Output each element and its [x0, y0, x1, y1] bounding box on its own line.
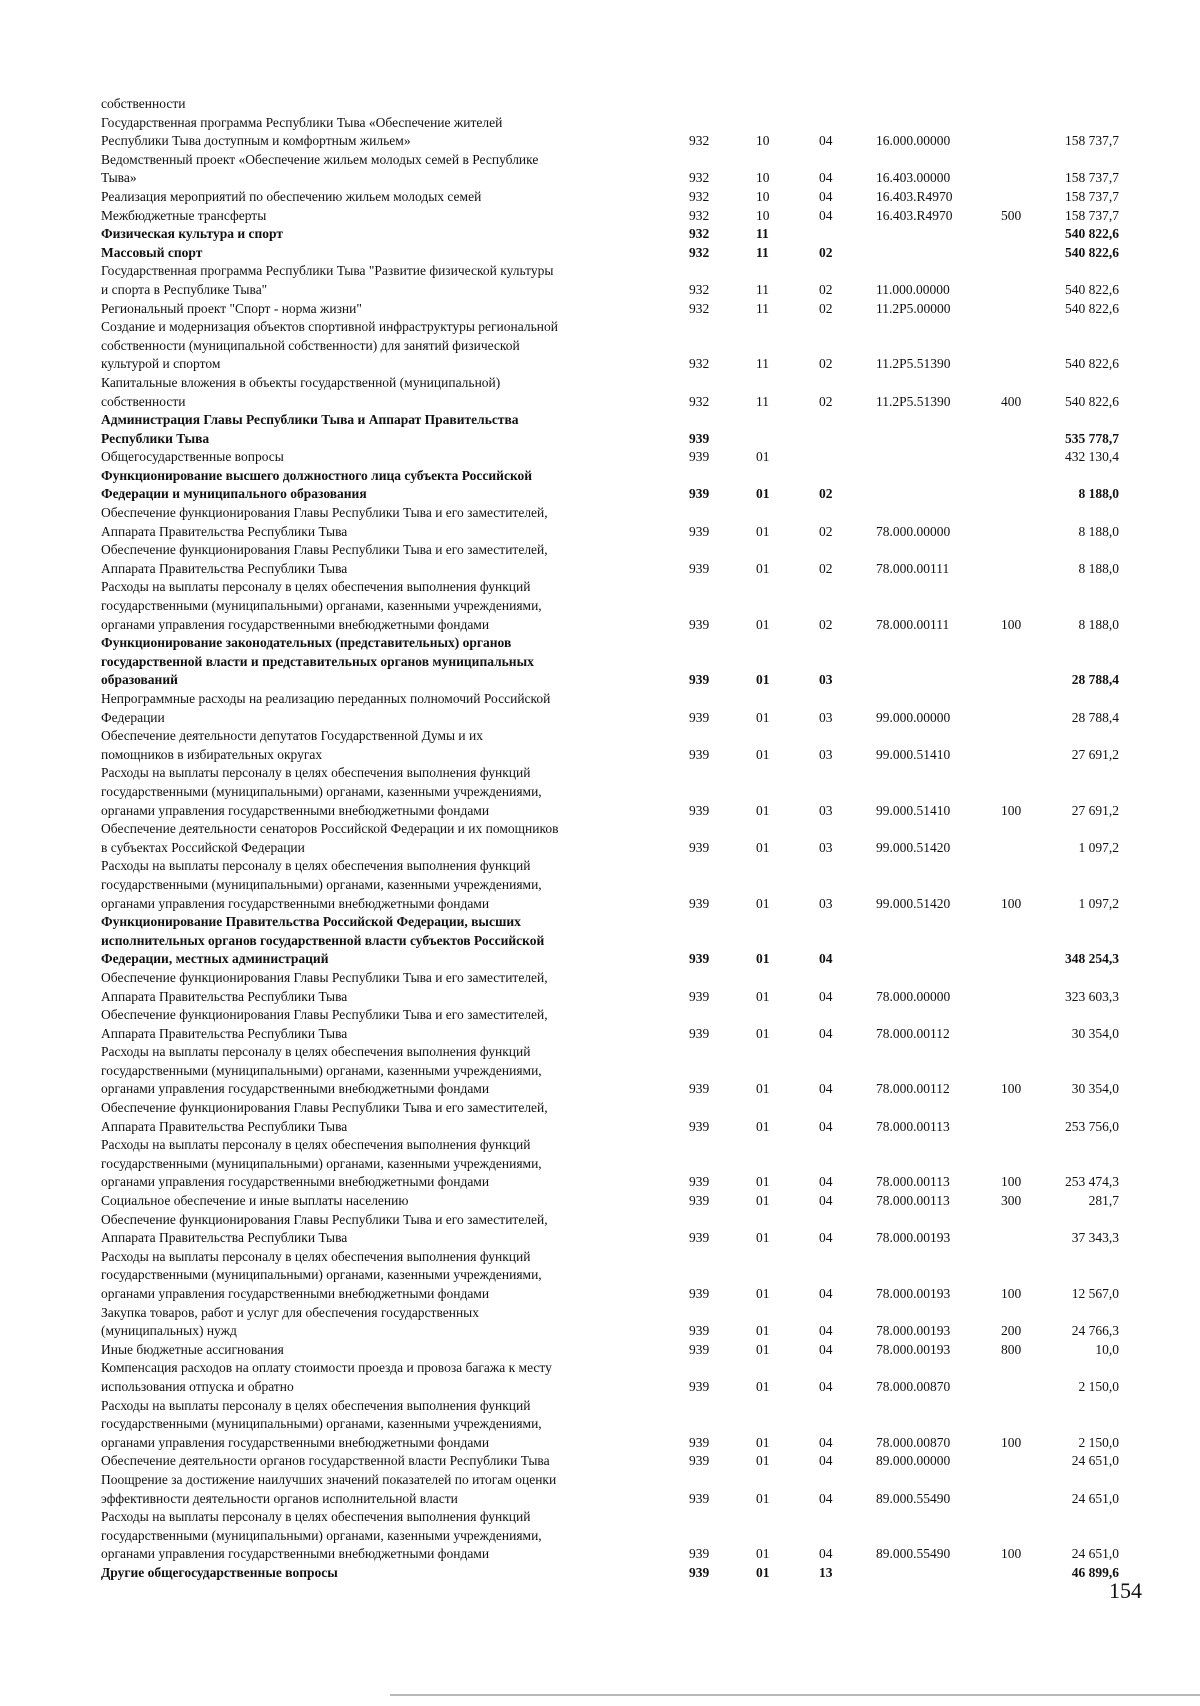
col-target-article-code: 89.000.55490: [876, 1546, 951, 1562]
table-row: [101, 1508, 1121, 1564]
col-target-article-code: 78.000.00112: [876, 1081, 950, 1097]
col-amount: 1 097,2: [1078, 839, 1119, 855]
col-section-code: 01: [756, 746, 770, 762]
col-target-article-code: 78.000.00870: [876, 1378, 951, 1394]
table-row: [101, 690, 1121, 727]
col-target-article-code: 16.403.R4970: [876, 188, 953, 204]
row-name: Расходы на выплаты персоналу в целях обеспечения выполнения функций государственными (муниципальными) органами, казенными учреждениями, органами управления государственными внебюджетными фондами: [101, 1137, 542, 1190]
row-name: Обеспечение функционирования Главы Республики Тыва и его заместителей, Аппарата Правительства Республики Тыва: [101, 505, 548, 539]
table-row: [101, 225, 1121, 244]
row-name: Расходы на выплаты персоналу в целях обеспечения выполнения функций государственными (муниципальными) органами, казенными учреждениями, органами управления государственными внебюджетными фондами: [101, 765, 542, 818]
col-amount: 46 899,6: [1071, 1564, 1119, 1580]
col-section-code: 01: [756, 1081, 770, 1097]
col-admin-code: 939: [689, 1323, 710, 1339]
table-row: [101, 1006, 1121, 1043]
budget-table: [101, 95, 1121, 1583]
col-section-code: 01: [756, 486, 770, 502]
col-expense-type-code: 100: [1001, 895, 1022, 911]
col-admin-code: 932: [689, 133, 710, 149]
col-subsection-code: 04: [819, 1341, 833, 1357]
col-section-code: 01: [756, 560, 770, 576]
col-subsection-code: 03: [819, 839, 833, 855]
col-target-article-code: 11.2Р5.51390: [876, 393, 951, 409]
col-subsection-code: 04: [819, 1193, 833, 1209]
col-amount: 37 343,3: [1071, 1230, 1119, 1246]
scan-artifact-line: [390, 1694, 1200, 1696]
col-subsection-code: 02: [819, 244, 833, 260]
col-section-code: 01: [756, 1378, 770, 1394]
col-target-article-code: 78.000.00193: [876, 1230, 951, 1246]
row-name: Обеспечение функционирования Главы Республики Тыва и его заместителей, Аппарата Правительства Республики Тыва: [101, 969, 548, 1004]
table-row: [101, 820, 1121, 857]
col-admin-code: 939: [689, 895, 710, 911]
col-admin-code: 939: [689, 1564, 710, 1580]
col-expense-type-code: 100: [1001, 1081, 1022, 1097]
col-section-code: 01: [756, 951, 770, 967]
col-subsection-code: 04: [819, 133, 833, 149]
row-name: Региональный проект "Спорт - норма жизни": [101, 300, 362, 316]
row-name: Обеспечение деятельности органов государственной власти Республики Тыва: [101, 1453, 550, 1469]
col-amount: 158 737,7: [1065, 207, 1119, 223]
col-expense-type-code: 400: [1001, 393, 1022, 409]
col-admin-code: 932: [689, 170, 710, 186]
col-section-code: 01: [756, 1230, 770, 1246]
table-row: [101, 1452, 1121, 1471]
col-target-article-code: 99.000.51420: [876, 895, 951, 911]
col-amount: 540 822,6: [1065, 300, 1119, 316]
col-subsection-code: 04: [819, 207, 833, 223]
col-section-code: 01: [756, 616, 770, 632]
col-admin-code: 939: [689, 1546, 710, 1562]
row-name: Расходы на выплаты персоналу в целях обеспечения выполнения функций государственными (муниципальными) органами, казенными учреждениями, органами управления государственными внебюджетными фондами: [101, 1397, 542, 1450]
col-subsection-code: 02: [819, 616, 833, 632]
col-amount: 24 651,0: [1071, 1453, 1119, 1469]
col-target-article-code: 78.000.00193: [876, 1286, 951, 1301]
col-subsection-code: 13: [819, 1564, 833, 1580]
table-row: [101, 262, 1121, 299]
col-admin-code: 939: [689, 709, 710, 725]
col-subsection-code: 04: [819, 170, 833, 186]
row-name: Закупка товаров, работ и услуг для обеспечения государственных (муниципальных) нужд: [101, 1304, 480, 1339]
col-target-article-code: 78.000.00111: [876, 616, 950, 632]
col-amount: 2 150,0: [1078, 1378, 1119, 1394]
col-expense-type-code: 500: [1001, 207, 1022, 223]
col-admin-code: 939: [689, 1434, 710, 1450]
col-admin-code: 932: [689, 244, 710, 260]
col-admin-code: 932: [689, 188, 710, 204]
col-subsection-code: 03: [819, 895, 833, 911]
col-section-code: 01: [756, 1118, 770, 1134]
table-row: [101, 857, 1121, 913]
col-section-code: 01: [756, 895, 770, 911]
col-subsection-code: 04: [819, 1230, 833, 1246]
col-expense-type-code: 300: [1001, 1193, 1022, 1209]
table-row: [101, 151, 1121, 188]
row-name: Функционирование высшего должностного лица субъекта Российской Федерации и муниципального образования: [101, 467, 533, 502]
col-section-code: 10: [756, 133, 770, 149]
row-name: Капитальные вложения в объекты государственной (муниципальной) собственности: [101, 374, 501, 409]
row-name: Обеспечение функционирования Главы Республики Тыва и его заместителей, Аппарата Правительства Республики Тыва: [101, 1211, 548, 1246]
col-subsection-code: 03: [819, 672, 833, 688]
col-subsection-code: 04: [819, 1081, 833, 1097]
table-row: [101, 411, 1121, 448]
col-amount: 28 788,4: [1071, 672, 1119, 688]
table-row: [101, 1192, 1121, 1211]
table-row: [101, 114, 1121, 151]
col-amount: 8 188,0: [1078, 560, 1119, 576]
table-row: [101, 318, 1121, 374]
col-section-code: 01: [756, 672, 770, 688]
col-subsection-code: 04: [819, 988, 833, 1004]
col-admin-code: 939: [689, 839, 710, 855]
col-amount: 540 822,6: [1065, 281, 1119, 297]
col-subsection-code: 04: [819, 1174, 833, 1190]
table-row: [101, 727, 1121, 764]
row-name: Обеспечение функционирования Главы Республики Тыва и его заместителей, Аппарата Правительства Республики Тыва: [101, 1007, 548, 1041]
table-row: [101, 504, 1121, 541]
table-row: [101, 1043, 1121, 1099]
col-subsection-code: 03: [819, 746, 833, 762]
col-amount: 28 788,4: [1071, 709, 1119, 725]
col-amount: 1 097,2: [1078, 895, 1119, 911]
col-admin-code: 939: [689, 951, 710, 967]
col-amount: 540 822,6: [1065, 226, 1119, 242]
col-section-code: 11: [756, 226, 769, 242]
col-admin-code: 939: [689, 1453, 710, 1469]
col-expense-type-code: 100: [1001, 1546, 1022, 1562]
table-row: [101, 764, 1121, 820]
col-amount: 253 756,0: [1065, 1118, 1119, 1134]
col-amount: 348 254,3: [1065, 951, 1119, 967]
table-row: [101, 244, 1121, 263]
col-expense-type-code: 100: [1001, 1286, 1022, 1301]
col-section-code: 01: [756, 1546, 770, 1562]
col-target-article-code: 99.000.51410: [876, 746, 951, 762]
row-name: Реализация мероприятий по обеспечению жильем молодых семей: [101, 188, 482, 204]
col-amount: 540 822,6: [1065, 356, 1119, 372]
col-admin-code: 939: [689, 746, 710, 762]
col-target-article-code: 78.000.00870: [876, 1434, 951, 1450]
col-target-article-code: 99.000.51420: [876, 839, 951, 855]
col-amount: 30 354,0: [1071, 1081, 1119, 1097]
row-name: Обеспечение функционирования Главы Республики Тыва и его заместителей, Аппарата Правительства Республики Тыва: [101, 1100, 548, 1134]
col-target-article-code: 11.2Р5.00000: [876, 300, 951, 316]
col-admin-code: 939: [689, 802, 710, 818]
col-subsection-code: 04: [819, 1546, 833, 1562]
col-section-code: 01: [756, 839, 770, 855]
col-section-code: 01: [756, 1174, 770, 1190]
row-name: Расходы на выплаты персоналу в целях обеспечения выполнения функций государственными (муниципальными) органами, казенными учреждениями, органами управления государственными внебюджетными фондами: [101, 858, 542, 911]
col-admin-code: 939: [689, 1490, 710, 1506]
col-amount: 158 737,7: [1065, 170, 1119, 186]
col-subsection-code: 02: [819, 486, 833, 502]
row-name: Обеспечение деятельности депутатов Государственной Думы и их помощников в избирательных округах: [101, 728, 484, 762]
col-section-code: 01: [756, 1490, 770, 1506]
col-subsection-code: 03: [819, 709, 833, 725]
col-subsection-code: 02: [819, 523, 833, 539]
col-section-code: 01: [756, 802, 770, 818]
table-row: [101, 1564, 1121, 1583]
col-admin-code: 939: [689, 1174, 710, 1190]
col-section-code: 01: [756, 1341, 770, 1357]
col-amount: 540 822,6: [1065, 393, 1119, 409]
col-expense-type-code: 100: [1001, 616, 1022, 632]
row-name: Расходы на выплаты персоналу в целях обеспечения выполнения функций государственными (муниципальными) органами, казенными учреждениями, органами управления государственными внебюджетными фондами: [101, 1509, 542, 1562]
col-admin-code: 939: [689, 1025, 710, 1041]
col-amount: 24 651,0: [1071, 1490, 1119, 1506]
col-target-article-code: 78.000.00113: [876, 1118, 950, 1134]
table-row: [101, 1248, 1121, 1304]
col-target-article-code: 99.000.00000: [876, 709, 951, 725]
row-name: Социальное обеспечение и иные выплаты населению: [101, 1193, 409, 1209]
row-name: Межбюджетные трансферты: [101, 207, 267, 223]
row-name: Расходы на выплаты персоналу в целях обеспечения выполнения функций государственными (муниципальными) органами, казенными учреждениями, органами управления государственными внебюджетными фондами: [101, 1044, 542, 1097]
table-row: [101, 1211, 1121, 1248]
col-section-code: 11: [756, 356, 769, 372]
table-row: [101, 188, 1121, 207]
col-target-article-code: 78.000.00111: [876, 560, 950, 576]
col-section-code: 01: [756, 1564, 770, 1580]
row-name: Государственная программа Республики Тыва «Обеспечение жителей Республики Тыва доступным и комфортным жильем»: [101, 114, 503, 149]
col-subsection-code: 04: [819, 1378, 833, 1394]
col-target-article-code: 78.000.00113: [876, 1193, 950, 1209]
col-admin-code: 932: [689, 393, 710, 409]
col-subsection-code: 02: [819, 300, 833, 316]
col-admin-code: 939: [689, 1230, 710, 1246]
col-target-article-code: 16.000.00000: [876, 133, 951, 149]
table-row: [101, 1359, 1121, 1396]
col-admin-code: 939: [689, 672, 710, 688]
table-row: [101, 95, 1121, 114]
col-section-code: 01: [756, 1286, 770, 1301]
col-subsection-code: 04: [819, 1286, 833, 1301]
col-target-article-code: 89.000.55490: [876, 1490, 951, 1506]
col-section-code: 10: [756, 170, 770, 186]
col-amount: 27 691,2: [1071, 802, 1119, 818]
col-target-article-code: 16.403.00000: [876, 170, 951, 186]
table-row: [101, 1471, 1121, 1508]
page-number: 154: [1109, 1578, 1142, 1603]
table-row: [101, 1136, 1121, 1192]
row-name: Обеспечение функционирования Главы Республики Тыва и его заместителей, Аппарата Правительства Республики Тыва: [101, 542, 548, 576]
col-admin-code: 932: [689, 356, 710, 372]
col-target-article-code: 99.000.51410: [876, 802, 951, 818]
col-admin-code: 939: [689, 1193, 710, 1209]
col-subsection-code: 02: [819, 356, 833, 372]
table-row: [101, 913, 1121, 969]
col-admin-code: 939: [689, 1286, 710, 1301]
col-amount: 27 691,2: [1071, 746, 1119, 762]
col-amount: 12 567,0: [1071, 1286, 1119, 1301]
col-admin-code: 932: [689, 281, 710, 297]
col-section-code: 01: [756, 709, 770, 725]
col-amount: 10,0: [1095, 1341, 1119, 1357]
table-row: [101, 969, 1121, 1006]
col-amount: 158 737,7: [1065, 133, 1119, 149]
table-row: [101, 1397, 1121, 1453]
row-name: Физическая культура и спорт: [101, 226, 284, 242]
col-section-code: 11: [756, 281, 769, 297]
row-name: Непрограммные расходы на реализацию переданных полномочий Российской Федерации: [101, 691, 551, 725]
col-admin-code: 939: [689, 430, 710, 446]
col-section-code: 01: [756, 1323, 770, 1339]
col-admin-code: 939: [689, 523, 710, 539]
col-subsection-code: 02: [819, 281, 833, 297]
col-amount: 8 188,0: [1078, 523, 1119, 539]
row-name: Обеспечение деятельности сенаторов Российской Федерации и их помощников в субъектах Российской Федерации: [101, 821, 559, 855]
row-name: Расходы на выплаты персоналу в целях обеспечения выполнения функций государственными (муниципальными) органами, казенными учреждениями, органами управления государственными внебюджетными фондами: [101, 1248, 542, 1301]
col-subsection-code: 04: [819, 1025, 833, 1041]
col-section-code: 10: [756, 188, 770, 204]
col-amount: 253 474,3: [1065, 1174, 1119, 1190]
col-amount: 24 651,0: [1071, 1546, 1119, 1562]
row-name: Создание и модернизация объектов спортивной инфраструктуры региональной собственности (муниципальной собственности) для занятий физической культурой и спортом: [101, 319, 558, 372]
col-expense-type-code: 100: [1001, 1174, 1022, 1190]
col-section-code: 10: [756, 207, 770, 223]
col-admin-code: 939: [689, 560, 710, 576]
col-subsection-code: 02: [819, 393, 833, 409]
col-subsection-code: 04: [819, 1434, 833, 1450]
table-row: [101, 578, 1121, 634]
col-admin-code: 939: [689, 988, 710, 1004]
col-admin-code: 939: [689, 1341, 710, 1357]
col-amount: 540 822,6: [1065, 244, 1119, 260]
col-admin-code: 939: [689, 1081, 710, 1097]
col-subsection-code: 03: [819, 802, 833, 818]
col-admin-code: 932: [689, 226, 710, 242]
row-name: Государственная программа Республики Тыва "Развитие физической культуры и спорта в Республике Тыва": [101, 263, 554, 297]
table-body: [101, 95, 1121, 1583]
row-name: Поощрение за достижение наилучших значений показателей по итогам оценки эффективности деятельности органов исполнительной власти: [101, 1471, 557, 1506]
col-target-article-code: 16.403.R4970: [876, 207, 953, 223]
row-name: Компенсация расходов на оплату стоимости проезда и провоза багажа к месту использования отпуска и обратно: [101, 1360, 552, 1394]
col-admin-code: 932: [689, 300, 710, 316]
col-admin-code: 939: [689, 1118, 710, 1134]
col-target-article-code: 89.000.00000: [876, 1453, 951, 1469]
col-amount: 281,7: [1088, 1193, 1119, 1209]
col-section-code: 01: [756, 523, 770, 539]
col-target-article-code: 78.000.00000: [876, 523, 951, 539]
row-name: Функционирование Правительства Российской Федерации, высших исполнительных органов государственной власти субъектов Российской Федерации, местных администраций: [101, 914, 545, 967]
col-section-code: 11: [756, 244, 769, 260]
row-name: Другие общегосударственные вопросы: [101, 1564, 338, 1580]
col-amount: 323 603,3: [1065, 988, 1119, 1004]
col-target-article-code: 78.000.00000: [876, 988, 951, 1004]
col-subsection-code: 02: [819, 560, 833, 576]
col-expense-type-code: 100: [1001, 802, 1022, 818]
col-section-code: 01: [756, 449, 770, 465]
col-amount: 24 766,3: [1071, 1323, 1119, 1339]
col-admin-code: 939: [689, 616, 710, 632]
col-admin-code: 939: [689, 486, 710, 502]
col-amount: 8 188,0: [1078, 486, 1119, 502]
col-section-code: 11: [756, 300, 769, 316]
col-subsection-code: 04: [819, 951, 833, 967]
table-row: [101, 1304, 1121, 1341]
col-target-article-code: 78.000.00113: [876, 1174, 950, 1190]
col-section-code: 01: [756, 1025, 770, 1041]
col-section-code: 01: [756, 1434, 770, 1450]
col-subsection-code: 04: [819, 1118, 833, 1134]
col-admin-code: 939: [689, 449, 710, 465]
row-name: Массовый спорт: [101, 244, 203, 260]
col-section-code: 01: [756, 988, 770, 1004]
col-subsection-code: 04: [819, 188, 833, 204]
col-subsection-code: 04: [819, 1453, 833, 1469]
row-name: Ведомственный проект «Обеспечение жильем молодых семей в Республике Тыва»: [101, 151, 539, 186]
col-target-article-code: 78.000.00112: [876, 1025, 950, 1041]
table-row: [101, 448, 1121, 467]
table-row: [101, 1099, 1121, 1136]
col-amount: 535 778,7: [1065, 430, 1119, 446]
row-name: Расходы на выплаты персоналу в целях обеспечения выполнения функций государственными (муниципальными) органами, казенными учреждениями, органами управления государственными внебюджетными фондами: [101, 579, 542, 632]
col-target-article-code: 11.000.00000: [876, 281, 950, 297]
col-amount: 8 188,0: [1078, 616, 1119, 632]
col-amount: 30 354,0: [1071, 1025, 1119, 1041]
col-target-article-code: 11.2Р5.51390: [876, 356, 951, 372]
table-row: [101, 541, 1121, 578]
col-expense-type-code: 200: [1001, 1323, 1022, 1339]
col-amount: 2 150,0: [1078, 1434, 1119, 1450]
col-subsection-code: 04: [819, 1490, 833, 1506]
row-name: собственности: [101, 96, 186, 111]
col-subsection-code: 04: [819, 1323, 833, 1339]
table-row: [101, 1341, 1121, 1360]
col-amount: 158 737,7: [1065, 188, 1119, 204]
col-section-code: 11: [756, 393, 769, 409]
col-admin-code: 932: [689, 207, 710, 223]
col-section-code: 01: [756, 1193, 770, 1209]
table-row: [101, 634, 1121, 690]
col-admin-code: 939: [689, 1378, 710, 1394]
table-row: [101, 467, 1121, 504]
col-expense-type-code: 800: [1001, 1341, 1022, 1357]
table-row: [101, 300, 1121, 319]
table-row: [101, 374, 1121, 411]
col-target-article-code: 78.000.00193: [876, 1323, 951, 1339]
row-name: Иные бюджетные ассигнования: [101, 1341, 284, 1357]
col-target-article-code: 78.000.00193: [876, 1341, 951, 1357]
row-name: Общегосударственные вопросы: [101, 449, 284, 465]
col-section-code: 01: [756, 1453, 770, 1469]
table-row: [101, 207, 1121, 226]
row-name: Администрация Главы Республики Тыва и Аппарат Правительства Республики Тыва: [101, 412, 519, 446]
col-amount: 432 130,4: [1065, 449, 1119, 465]
row-name: Функционирование законодательных (представительных) органов государственной власти и представительных органов муниципальных образований: [101, 635, 534, 688]
col-expense-type-code: 100: [1001, 1434, 1022, 1450]
